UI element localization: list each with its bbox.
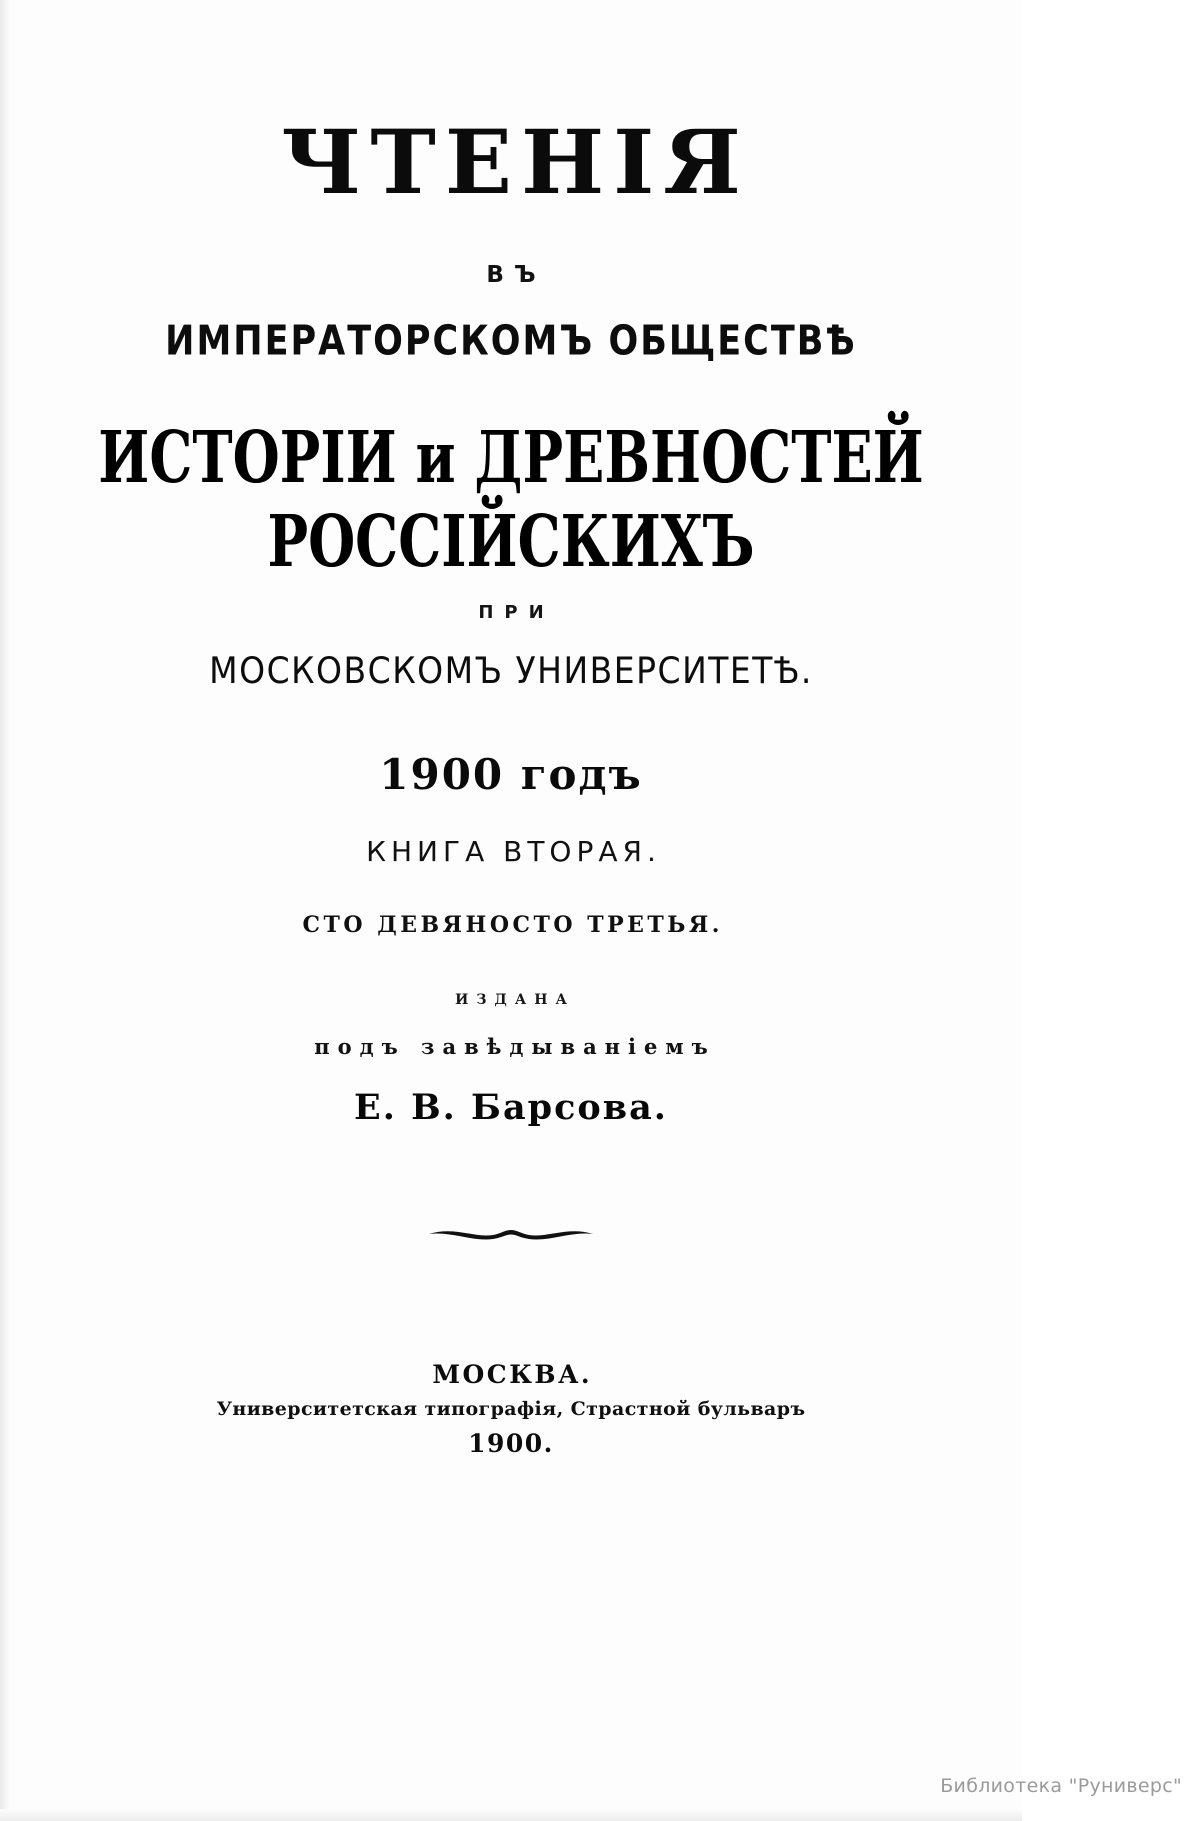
society-line: ИМПЕРАТОРСКОМЪ ОБЩЕСТВѢ	[165, 318, 857, 366]
preposition-pri: ПРИ	[478, 602, 555, 623]
editorship-label: подъ завѣдываніемъ	[314, 1034, 716, 1059]
imprint-year: 1900.	[468, 1429, 554, 1458]
issue-ordinal-line: СТО ДЕВЯНОСТО ТРЕТЬЯ.	[302, 912, 723, 938]
page-title: ЧТЕНІЯ	[281, 110, 750, 214]
library-watermark: Библиотека "Руниверс"	[940, 1775, 1182, 1797]
publication-year: 1900 годъ	[379, 750, 643, 799]
editor-name: Е. В. Барсова.	[354, 1087, 668, 1128]
page-margin-area	[1022, 0, 1200, 1821]
university-line: МОСКОВСКОМЪ УНИВЕРСИТЕТѢ.	[209, 649, 813, 692]
society-subject-line: ИСТОРІИ и ДРЕВНОСТЕЙ РОССІЙСКИХЪ	[98, 416, 924, 584]
preposition-v: ВЪ	[486, 262, 546, 288]
imprint-press: Университетская типографія, Страстной бульваръ	[216, 1398, 806, 1420]
published-label: ИЗДАНА	[455, 992, 575, 1008]
swash-ornament-icon	[0, 1212, 1022, 1252]
book-number-line: КНИГА ВТОРАЯ.	[366, 835, 661, 868]
page-bottom-shadow	[0, 1809, 1022, 1821]
imprint-city: МОСКВА.	[432, 1360, 593, 1389]
imprint-block	[0, 1360, 1022, 1458]
